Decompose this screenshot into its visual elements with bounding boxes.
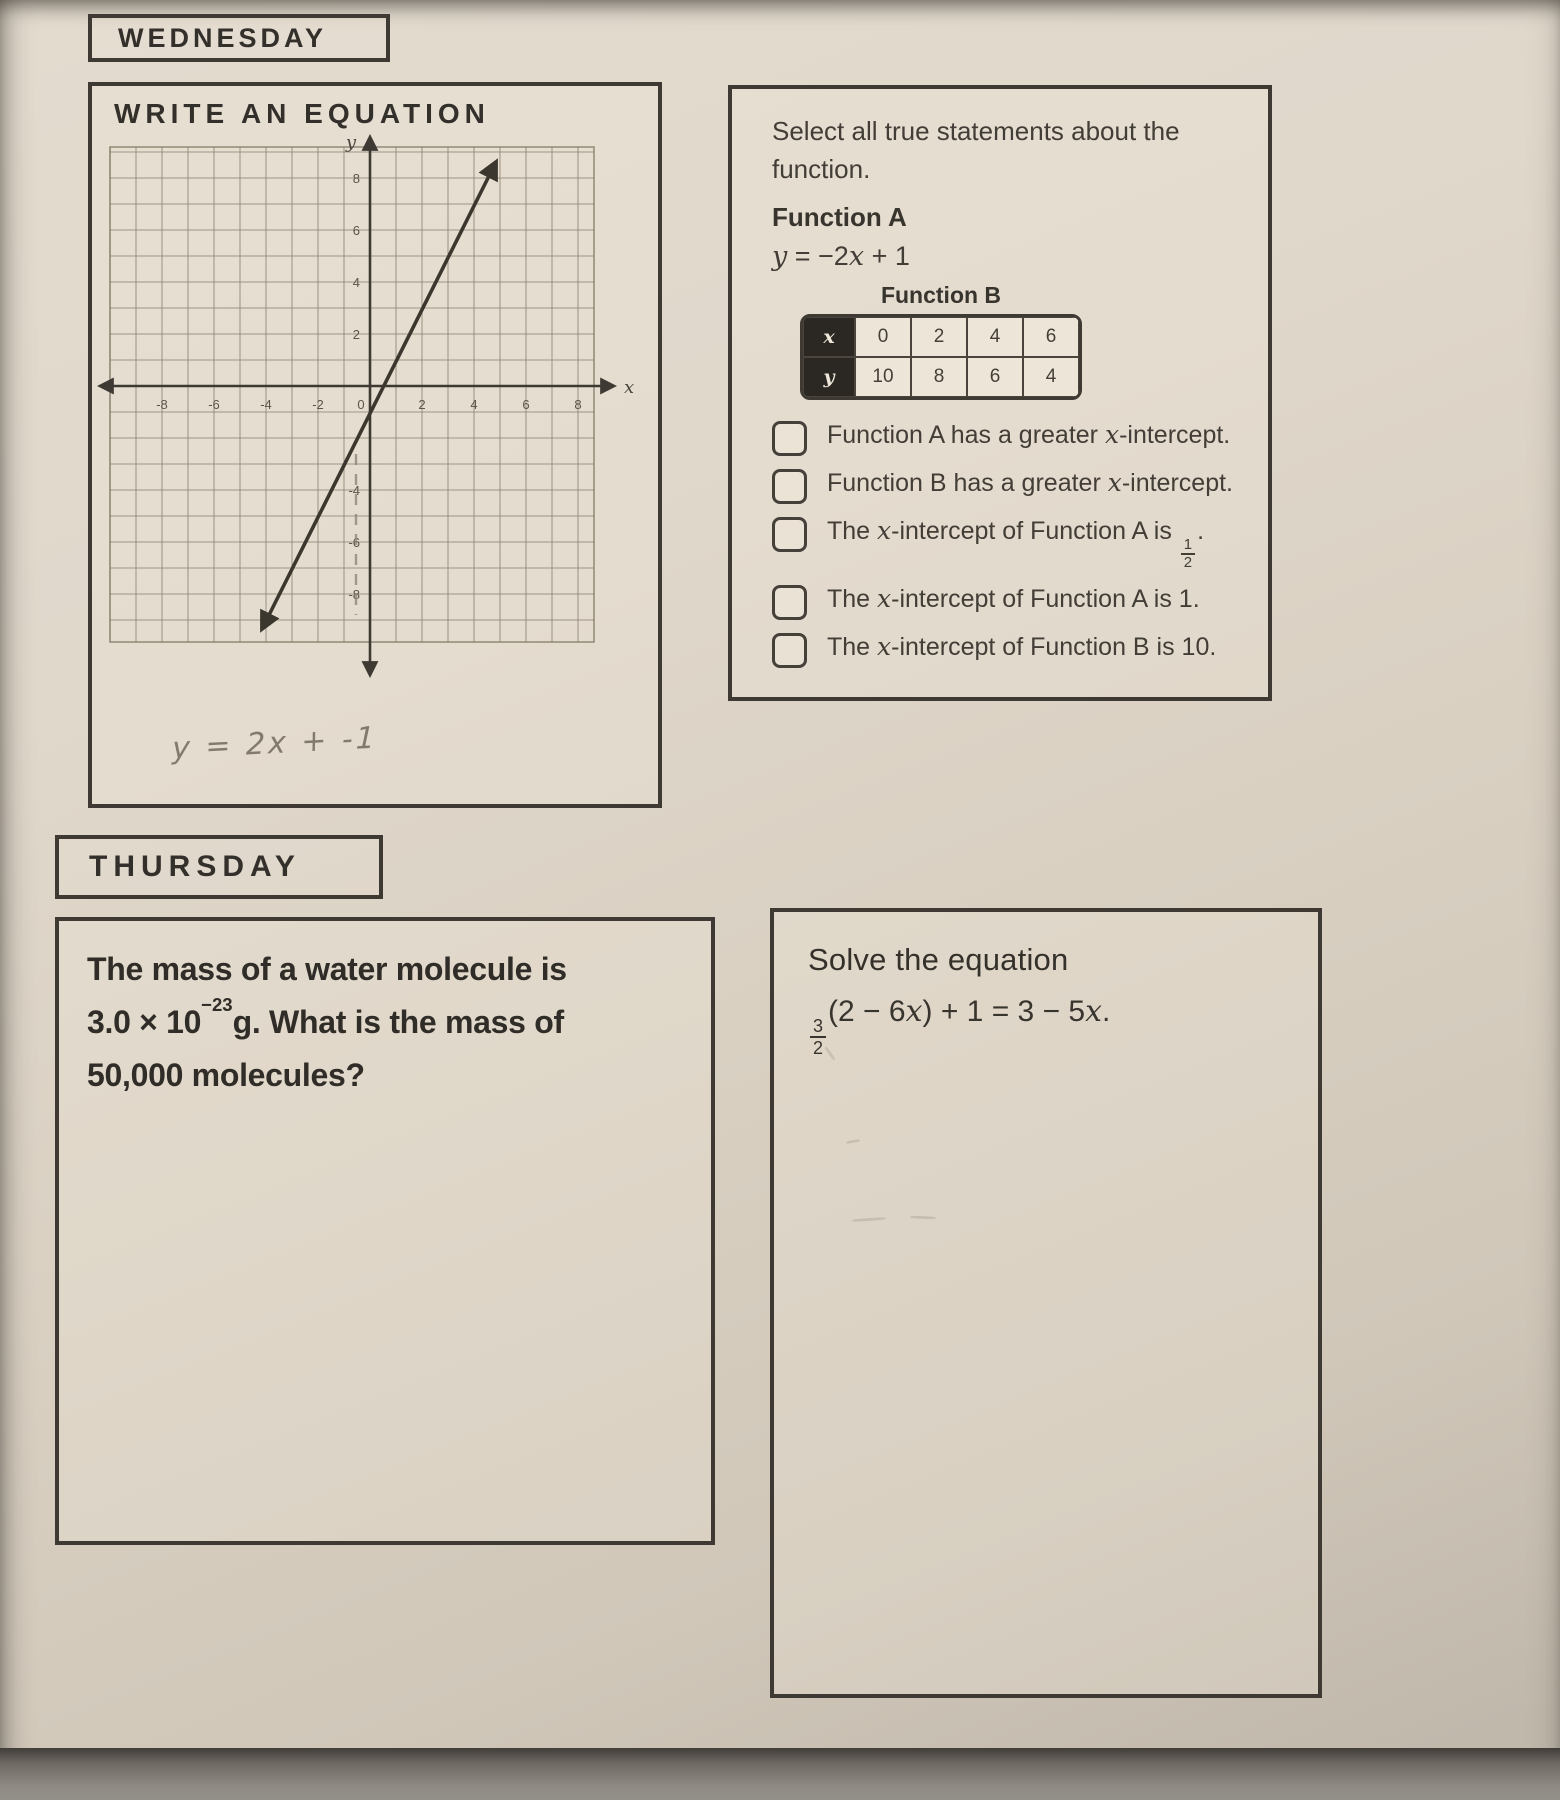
statement-item xyxy=(772,418,1252,456)
thursday-header-box xyxy=(55,835,383,899)
table-cell: 2 xyxy=(911,317,967,357)
x-tick: 6 xyxy=(522,397,530,412)
x-tick: 2 xyxy=(418,397,426,412)
y-tick: -8 xyxy=(348,587,360,602)
function-b-table xyxy=(800,314,1082,400)
statement-checkbox[interactable] xyxy=(772,469,807,504)
thursday-label: THURSDAY xyxy=(89,850,301,883)
select-statements-panel xyxy=(728,85,1272,701)
statement-checkbox[interactable] xyxy=(772,421,807,456)
word-problem-line: $3.0 \times 10^{-23}g$. What is the mass of xyxy=(87,994,564,1040)
statement-item xyxy=(772,466,1252,504)
handwritten-equation: y = 2x + -1 xyxy=(171,720,379,767)
statement-checkbox[interactable] xyxy=(772,517,807,552)
statement-label: The x-intercept of Function A is $\frac{1}{2}$ . xyxy=(827,516,1205,572)
y-tick: 2 xyxy=(352,327,360,342)
table-cell: 4 xyxy=(967,317,1023,357)
x-tick: 8 xyxy=(574,397,582,412)
statement-list xyxy=(772,418,1252,668)
function-line xyxy=(263,164,495,627)
statement-checkbox[interactable] xyxy=(772,585,807,620)
x-tick: 4 xyxy=(470,397,478,412)
function-a-equation: y = −2x + 1 xyxy=(772,241,910,273)
panel-title: WRITE AN EQUATION xyxy=(114,98,490,129)
y-tick: 8 xyxy=(352,171,360,186)
statement-checkbox[interactable] xyxy=(772,633,807,668)
function-b-block xyxy=(800,282,1082,400)
write-an-equation-panel xyxy=(88,82,662,808)
x-tick: -2 xyxy=(312,397,324,412)
table-cell: 0 xyxy=(855,317,911,357)
x-tick: -4 xyxy=(260,397,272,412)
y-tick: 4 xyxy=(352,275,360,290)
y-tick: -4 xyxy=(348,483,360,498)
table-row-header-x: x xyxy=(803,317,855,357)
x-tick-origin: 0 xyxy=(357,397,365,412)
pencil-smudge xyxy=(852,1217,886,1222)
solve-title: Solve the equation xyxy=(808,942,1069,977)
solve-equation-panel xyxy=(770,908,1322,1698)
statement-label: Function A has a greater x-intercept. xyxy=(827,420,1231,450)
x-tick: -8 xyxy=(156,397,168,412)
statement-label: Function B has a greater x-intercept. xyxy=(827,468,1233,498)
table-cell: 4 xyxy=(1023,357,1079,397)
y-axis-label: y xyxy=(345,132,356,153)
pencil-smudge xyxy=(910,1216,936,1220)
wednesday-label: WEDNESDAY xyxy=(118,22,328,53)
x-axis-label: x xyxy=(624,377,635,398)
table-row-header-y: y xyxy=(803,357,855,397)
statement-label: The x-intercept of Function B is 10. xyxy=(827,632,1217,662)
photo-background-edge xyxy=(0,1748,1560,1800)
wednesday-header-box xyxy=(88,14,390,62)
statement-label: The x-intercept of Function A is 1. xyxy=(827,584,1200,614)
y-tick: 6 xyxy=(352,223,360,238)
question-prompt: Select all true statements about the function. xyxy=(772,116,1180,184)
table-cell: 6 xyxy=(967,357,1023,397)
function-b-title: Function B xyxy=(880,282,1002,309)
word-problem-line: The mass of a water molecule is xyxy=(87,951,567,987)
grid-lines xyxy=(110,147,594,642)
pencil-smudge xyxy=(846,1139,860,1144)
word-problem-line: 50,000 molecules? xyxy=(87,1057,365,1093)
equation-to-solve: $\frac{3}{2}$ (2 − 6x) + 1 = 3 − 5x. xyxy=(808,994,1288,1058)
water-molecule-problem-panel xyxy=(55,917,715,1545)
x-tick: -6 xyxy=(208,397,220,412)
table-cell: 6 xyxy=(1023,317,1079,357)
word-problem-text xyxy=(87,949,689,1095)
function-a-title: Function A xyxy=(772,202,907,233)
y-tick: -6 xyxy=(348,535,360,550)
statement-item xyxy=(772,514,1252,572)
statement-item xyxy=(772,630,1252,668)
table-cell: 10 xyxy=(855,357,911,397)
statement-item xyxy=(772,582,1252,620)
coordinate-grid-graph xyxy=(94,132,650,682)
table-cell: 8 xyxy=(911,357,967,397)
